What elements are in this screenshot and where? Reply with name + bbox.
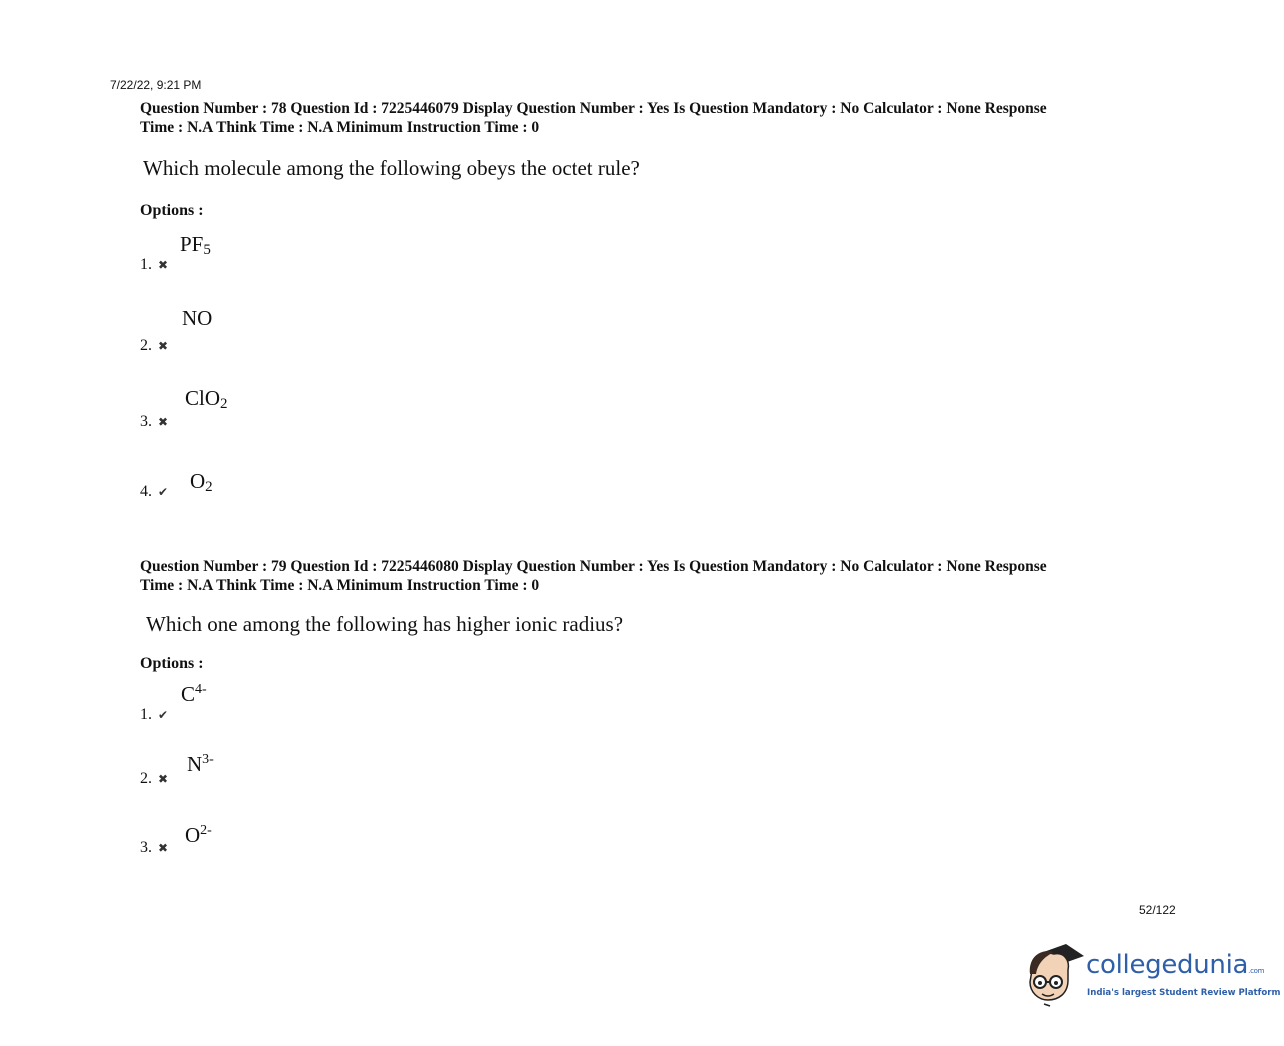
option-number: 3. ✖ (140, 839, 169, 856)
check-icon: ✔ (158, 485, 169, 499)
cross-icon: ✖ (158, 841, 169, 855)
options-label: Options : (140, 655, 204, 672)
option-formula: ClO$_2$ (185, 386, 228, 412)
option-formula: $PF_5$ (180, 232, 211, 258)
question-meta-line2: Time : N.A Think Time : N.A Minimum Instruction Time : 0 (140, 577, 540, 594)
question-text: Which one among the following has higher ionic radius? (146, 612, 624, 636)
option-number: 1. ✖ (140, 256, 169, 273)
option-formula: $N^{3-}$ (187, 752, 214, 776)
question-text: Which molecule among the following obeys the octet rule? (143, 156, 640, 180)
cross-icon: ✖ (158, 258, 169, 272)
print-timestamp: 7/22/22, 9:21 PM (110, 78, 202, 92)
option-formula: $C^{4-}$ (181, 682, 207, 706)
question-meta-line2: Time : N.A Think Time : N.A Minimum Instruction Time : 0 (140, 119, 540, 136)
cross-icon: ✖ (158, 339, 169, 353)
page-number: 52/122 (1139, 903, 1176, 917)
question-meta-line1: Question Number : 78 Question Id : 7225446079 Display Question Number : Yes Is Question Mandatory : No Calculator : None Response (140, 100, 1047, 117)
check-icon: ✔ (158, 708, 169, 722)
cross-icon: ✖ (158, 772, 169, 786)
question-meta (140, 557, 1190, 595)
option-number: 3. ✖ (140, 413, 169, 430)
option-number: 1. ✔ (140, 706, 169, 723)
option-number: 2. ✖ (140, 770, 169, 787)
options-label: Options : (140, 202, 204, 219)
option-formula: NO (182, 306, 213, 330)
option-number: 4. ✔ (140, 483, 169, 500)
collegedunia-mascot-icon (1024, 940, 1086, 1008)
cross-icon: ✖ (158, 415, 169, 429)
question-meta (140, 99, 1190, 137)
question-meta-line1: Question Number : 79 Question Id : 7225446080 Display Question Number : Yes Is Question Mandatory : No Calculator : None Response (140, 558, 1047, 575)
option-number: 2. ✖ (140, 337, 169, 354)
option-formula: $O^{2-}$ (185, 823, 212, 847)
option-formula: $O_2$ (190, 469, 213, 495)
collegedunia-logo: collegedunia.com (1086, 950, 1265, 980)
logo-tagline: India's largest Student Review Platform (1087, 988, 1281, 998)
